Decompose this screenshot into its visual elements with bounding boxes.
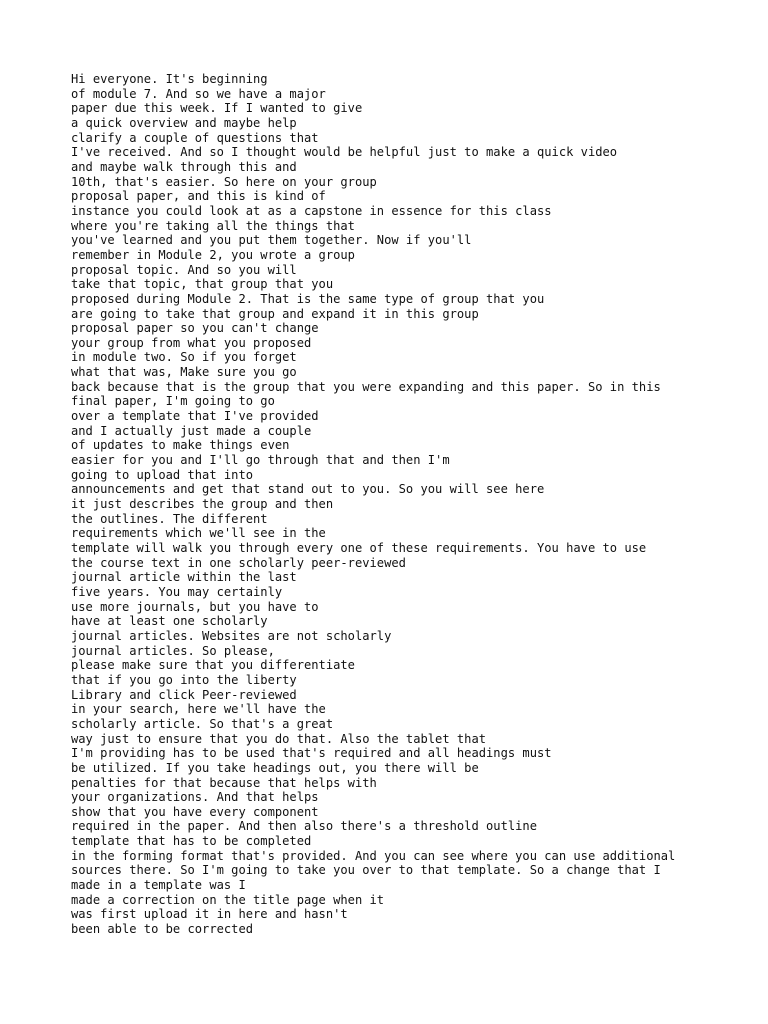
transcript-line: way just to ensure that you do that. Also the tablet that: [71, 731, 487, 746]
transcript-line: going to upload that into: [71, 467, 254, 482]
transcript-line: please make sure that you differentiate: [71, 658, 355, 673]
transcript-line: I've received. And so I thought would be helpful just to make a quick video: [71, 145, 618, 160]
transcript-line: was first upload it in here and hasn't: [71, 907, 348, 922]
transcript-line: have at least one scholarly: [71, 614, 268, 629]
transcript-line: remember in Module 2, you wrote a group: [71, 247, 355, 262]
transcript-line: the course text in one scholarly peer-reviewed: [71, 555, 406, 570]
transcript-line: proposed during Module 2. That is the same type of group that you: [71, 291, 545, 306]
transcript-line: Library and click Peer-reviewed: [71, 687, 297, 702]
transcript-line: back because that is the group that you were expanding and this paper. So in this: [71, 379, 661, 394]
transcript-line: take that topic, that group that you: [71, 277, 334, 292]
transcript-line: instance you could look at as a capstone in essence for this class: [71, 203, 552, 218]
transcript-line: been able to be corrected: [71, 922, 254, 937]
transcript-line: made a correction on the title page when it: [71, 892, 385, 907]
document-page: [71, 72, 751, 937]
transcript-line: template that has to be completed: [71, 834, 312, 849]
transcript-line: your organizations. And that helps: [71, 790, 319, 805]
transcript-line: scholarly article. So that's a great: [71, 716, 334, 731]
transcript-line: where you're taking all the things that: [71, 218, 355, 233]
transcript-line: clarify a couple of questions that: [71, 130, 319, 145]
transcript-line: in your search, here we'll have the: [71, 702, 326, 717]
transcript-line: announcements and get that stand out to you. So you will see here: [71, 482, 545, 497]
transcript-line: of module 7. And so we have a major: [71, 86, 326, 101]
transcript-line: a quick overview and maybe help: [71, 115, 297, 130]
transcript-line: I'm providing has to be used that's required and all headings must: [71, 746, 552, 761]
transcript-line: Hi everyone. It's beginning: [71, 72, 268, 86]
transcript-line: in module two. So if you forget: [71, 350, 297, 365]
transcript-line: over a template that I've provided: [71, 409, 319, 424]
transcript-line: requirements which we'll see in the: [71, 526, 326, 541]
transcript-line: and I actually just made a couple: [71, 423, 312, 438]
transcript-line: that if you go into the liberty: [71, 672, 297, 687]
transcript-line: of updates to make things even: [71, 438, 290, 453]
transcript-line: made in a template was I: [71, 878, 246, 893]
transcript-line: easier for you and I'll go through that and then I'm: [71, 453, 450, 468]
transcript-line: template will walk you through every one of these requirements. You have to use: [71, 541, 647, 555]
transcript-line: show that you have every component: [71, 804, 319, 819]
transcript-line: journal article within the last: [71, 570, 297, 585]
transcript-line: you've learned and you put them together. Now if you'll: [71, 233, 472, 248]
transcript-line: proposal paper so you can't change: [71, 321, 319, 336]
transcript-line: journal articles. Websites are not scholarly: [71, 628, 392, 643]
transcript-line: paper due this week. If I wanted to give: [71, 101, 363, 116]
transcript-line: final paper, I'm going to go: [71, 394, 275, 409]
transcript-text: [71, 72, 751, 937]
transcript-line: and maybe walk through this and: [71, 159, 297, 174]
transcript-line: required in the paper. And then also there's a threshold outline: [71, 819, 537, 834]
transcript-line: be utilized. If you take headings out, you there will be: [71, 760, 479, 775]
transcript-line: your group from what you proposed: [71, 335, 312, 350]
transcript-line: 10th, that's easier. So here on your group: [71, 174, 377, 189]
transcript-line: penalties for that because that helps with: [71, 775, 377, 790]
transcript-line: it just describes the group and then: [71, 497, 334, 512]
transcript-line: journal articles. So please,: [71, 643, 275, 658]
transcript-line: the outlines. The different: [71, 511, 268, 526]
transcript-line: in the forming format that's provided. And you can see where you can use additional: [71, 848, 676, 863]
transcript-line: what that was, Make sure you go: [71, 365, 297, 380]
transcript-line: proposal paper, and this is kind of: [71, 189, 326, 204]
transcript-line: sources there. So I'm going to take you over to that template. So a change that I: [71, 863, 661, 878]
transcript-line: proposal topic. And so you will: [71, 262, 297, 277]
transcript-line: five years. You may certainly: [71, 584, 283, 599]
transcript-line: are going to take that group and expand it in this group: [71, 306, 479, 321]
transcript-line: use more journals, but you have to: [71, 599, 319, 614]
